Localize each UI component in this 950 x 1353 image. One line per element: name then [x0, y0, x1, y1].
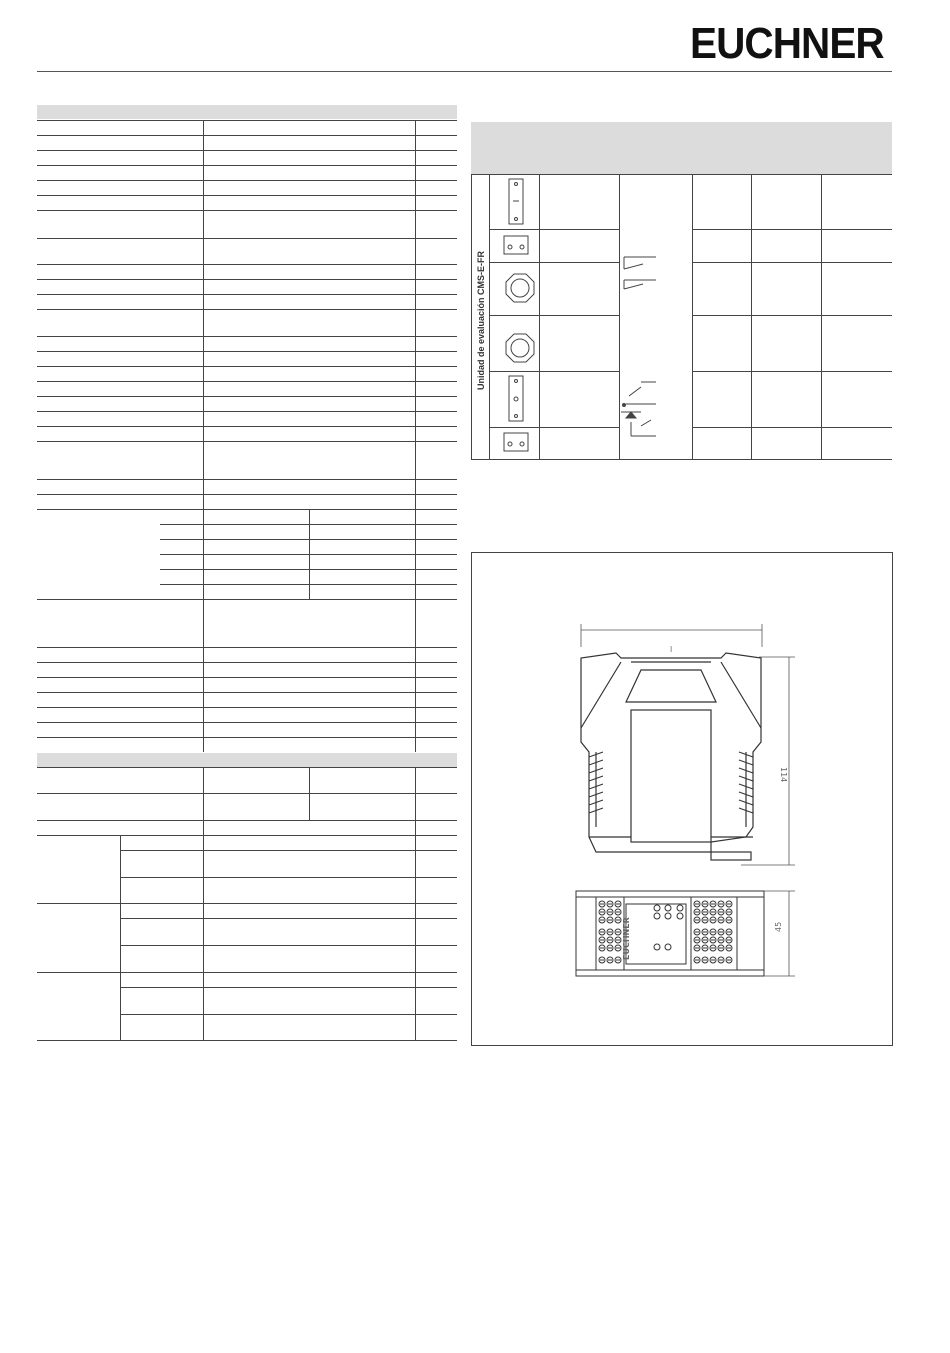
table-rule — [37, 351, 457, 352]
table-rule — [37, 336, 457, 337]
euchner-logo: EUCHNER — [690, 19, 884, 68]
table-rule — [37, 835, 457, 836]
table-rule — [37, 509, 457, 510]
table-rule — [120, 835, 121, 1040]
table-rule — [37, 180, 457, 181]
table-rule — [37, 210, 457, 211]
section-header-band — [37, 105, 457, 119]
device-symbols — [471, 174, 892, 460]
table-rule — [37, 707, 457, 708]
connector-symbol-2 — [504, 433, 528, 451]
table-rule — [309, 509, 310, 599]
status-leds — [654, 905, 683, 950]
table-rule — [37, 677, 457, 678]
table-rule — [37, 662, 457, 663]
table-rule — [120, 918, 457, 919]
table-rule — [415, 767, 416, 1040]
table-rule — [120, 945, 457, 946]
connector-symbol-1 — [504, 236, 528, 254]
table-rule — [120, 987, 457, 988]
table-rule — [309, 767, 310, 820]
table-rule — [120, 850, 457, 851]
table-rule — [37, 722, 457, 723]
table-rule — [37, 150, 457, 151]
table-rule — [37, 396, 457, 397]
table-rule — [37, 737, 457, 738]
table-rule — [37, 238, 457, 239]
relay-contact-schematic — [624, 257, 656, 289]
dimension-drawing — [471, 552, 892, 1044]
housing-grip-ribs — [589, 752, 753, 813]
section-header-band — [37, 753, 457, 767]
table-header-band — [471, 122, 892, 174]
table-rule — [37, 309, 457, 310]
table-rule — [37, 411, 457, 412]
module-symbol-1 — [509, 179, 523, 224]
vertical-device-label: Unidad de evaluación CMS-E-FR — [476, 250, 486, 390]
width-dimension-label: 45 — [774, 921, 783, 932]
housing-side-view — [581, 653, 761, 860]
table-rule — [37, 264, 457, 265]
header-rule — [37, 71, 892, 72]
table-rule — [37, 820, 457, 821]
front-brand-label: EUCHNER — [622, 917, 631, 960]
table-rule — [37, 381, 457, 382]
table-rule — [203, 120, 204, 752]
table-rule — [120, 1014, 457, 1015]
table-rule — [37, 479, 457, 480]
table-rule — [203, 767, 204, 1040]
table-rule — [37, 165, 457, 166]
module-symbol-2 — [509, 376, 523, 421]
table-rule — [37, 1040, 457, 1041]
table-rule — [37, 903, 457, 904]
round-connector-icon-2 — [506, 334, 534, 362]
table-rule — [37, 494, 457, 495]
table-rule — [37, 647, 457, 648]
table-rule — [37, 366, 457, 367]
semiconductor-output-schematic — [621, 382, 656, 436]
round-connector-icon-1 — [506, 274, 534, 302]
table-rule — [415, 120, 416, 752]
table-rule — [37, 767, 457, 768]
table-rule — [37, 599, 457, 600]
table-rule — [37, 426, 457, 427]
table-rule — [37, 135, 457, 136]
table-rule — [37, 279, 457, 280]
length-dimension-label: l — [670, 645, 673, 654]
height-dimension-label: 114 — [779, 767, 788, 783]
table-rule — [37, 195, 457, 196]
table-rule — [37, 692, 457, 693]
table-rule — [120, 877, 457, 878]
table-rule — [37, 120, 457, 121]
table-rule — [37, 441, 457, 442]
table-rule — [37, 972, 457, 973]
table-rule — [37, 793, 457, 794]
table-rule — [37, 294, 457, 295]
